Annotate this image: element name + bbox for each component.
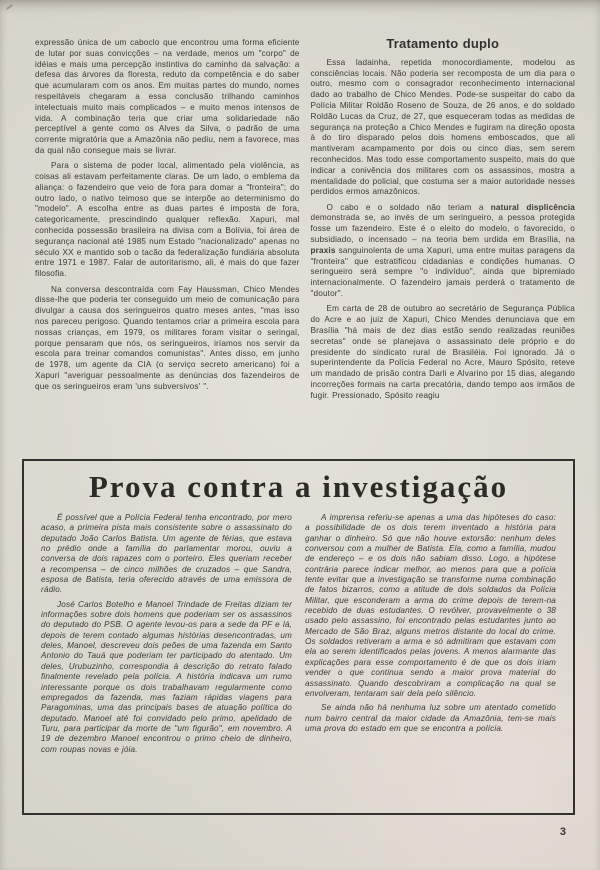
box-body [24,512,573,759]
article-right-column-text [311,58,576,402]
paragraph: Se ainda não há nenhuma luz sobre um atentado cometido num bairro central da maior cidade da Amazônia, tem-se mais uma prova do estado em que se encontra a polícia. [305,703,556,733]
paragraph: Essa ladainha, repetida monocordiamente, modelou as consciências locais. Não poderia ser recomposta de um dia para o outro, mesmo com o consagrador reconhecimento internacional dado ao trabalho de Chico Mendes. Pode-se suspeitar do cabo da Polícia Militar Roldão Roseno de Souza, de 26 anos, e do soldado Roldão Lucas da Cruz, de 27, que esqueceram todas as medidas de segurança na proteção a Chico Mendes e fugiram na direção oposta à do tiro disparado pelos dois homens emboscados, que ali mantiveram acampamento por dois ou cinco dias, sem serem reconhecidos. Mas todo esse comportamento suspeito, mais do que indicar a conivência dos militares com os assassinos, mostra a mentalidade do policial, que costuma ser a maior autoridade nesses perdidos ermos amazônicos. [310,57,575,197]
paragraph: José Carlos Botelho e Manoel Trindade de Freitas diziam ter informações sobre dois homens que poderiam ser os assassinos do deputado do PSB. O agente levou-os para a sede da PF e lá, depois de terem contado algumas histórias desencontradas, um deles, Manoel, descreveu dois peões de uma fazenda em Santo Antonio do Tauá que poderiam ter participado do atentado. Um deles, Urubuzinho, correspondia à descrição do retrato falado finalmente revelado pela polícia. A história indicava um rumo interessante porque os dois trabalhavam regularmente como empregados da fazenda, mas faziam rápidas viagens para Paragominas, uma das principais bases de atuação política do deputado. Manoel até foi convidado pelo primo, apelidado de Turu, para participar da morte de "um figurão", em novembro. A 19 de dezembro Manoel encontrou o primo cheio de dinheiro, com roupas novas e jóia. [41,599,292,754]
paragraph: A imprensa referiu-se apenas a uma das hipóteses do caso: a possibilidade de os dois terem inventado a história para ganhar o dinheiro. Só que não houve extorsão: nenhum deles conversou com a mulher de Batista. Ela, como a família, mudou de endereço – e os dois não sabiam disso. Logo, a hipótese contrária parece indicar melhor, ao menos para que a polícia tente evitar que a investigação se transforme numa combinação de fatos bizarros, como a atitude de dois soldados da Polícia Militar, que esconderam a arma do crime depois de terem-na recebido de duas estudantes. O revólver, provavelmente o 38 usado pelo assassino, foi encontrado pelas estudantes junto ao Mercado de São Braz, alguns metros distante do local do crime. Os soldados retiveram a arma e só admitiram que estavam com ela ao serem identificados pelas jovens. A menos alarmante das explicações para esse comportamento é de que os dois iriam vender o que continua sendo a maior prova material do assassinato. Quando descobriram a complicação na qual se envolveram, tentaram sair dela pelo silêncio. [305,513,556,698]
page-number: 3 [559,826,566,838]
boxed-sidebar-article [22,459,575,815]
paragraph: Na conversa descontraída com Fay Haussman, Chico Mendes disse-lhe que poderia ter conseguido um meio de comunicação para divulgar a causa dos seringueiros quatro meses antes, "mas isso nos pareceu perigoso. Quando tentamos criar a primeira escola para nossas crianças, em 1979, os militares foram visitar o seringal, porque pensaram que nós, os seringueiros, iríamos nos servir da escola para treinar comandos comunistas". Antes disso, em junho de 1978, um agente da CIA (o serviço secreto americano) foi a Xapuri "averiguar pessoalmente as denúncias dos fazendeiros de que os seringueiros eram 'uns subversivos' ". [35,284,300,391]
paragraph: Para o sistema de poder local, alimentado pela violência, as coisas ali estavam perfeitamente claras. De um lado, o emblema da aliança: o fazendeiro que veio de fora para domar a "fronteira"; do outro lado, o nativo teimoso que se interpõe ao determinismo do "modelo". A escolha entre as duas partes é imposta de fora, categoricamente, prescindindo qualquer reflexão. Xapuri, mal conhecida possessão brasileira na divisa com a Bolívia, foi área de segurança nacional até 1985 num Estado "nacionalizado" apenas no século XX e mantido sob o tacão da federalização fundiária absoluta entre 1971 e 1987. Falar de autoritarismo, ali, é mais do que fazer filosofia. [35,161,300,279]
box-title: Prova contra a investigação [88,469,509,504]
scan-speck [6,4,13,10]
paragraph: expressão única de um caboclo que encontrou uma forma eficiente de lutar por suas convicções – na verdade, menos um "corpo" de idéias e mais uma percepção instintiva do caminho da salvação: a defesa das árvores da floresta, reduto da competência e do saber que acumularam com os anos. Em muitas partes do mundo, nomes respeitáveis chegaram a essa conclusão trilhando caminhos intelectuais muito mais complicados – e muito menos intensos de vida. A combinação teria que criar uma solidariedade não perceptível a gente como os Alves da Silva, o padrão de uma corrente migratória que a Amazônia não pediu, nem a favorece, mas da qual não consegue mais se livrar. [35,38,300,155]
article-body [35,38,575,406]
paragraph: O cabo e o soldado não teriam a natural displicência demonstrada se, ao invés de um seringueiro, a pessoa protegida fosse um fazendeiro. Este é o eleito do modelo, o favorecido, o subsidiado, o incensado – na teoria bem urdida em Brasília, na praxis sanguinolenta de uma Xapuri, uma entre muitas paragens da "fronteira" que estratificou cidadanias e condições humanas. O seringueiro será sempre "o indivíduo", ainda que bipremiado internacionalmente. O fazendeiro jamais perderá o tratamento de "doutor". [310,202,575,299]
section-heading: Tratamento duplo [386,36,500,51]
paragraph: Em carta de 28 de outubro ao secretário de Segurança Pública do Acre e ao juiz de Xapuri, Chico Mendes denunciava que em Brasília "há mais de dez dias estão sendo realizadas reuniões secretas" onde se planejava o assassinato dele próprio e do presidente do sindicato rural de Brasiléia. Foi ignorado. Já o superintendente da Polícia Federal no Acre, Mauro Spósito, reteve um mandado de prisão contra Darli e Alvarino por 15 dias, alegando incorreções formais na carta precatória, dando tempo aos irmãos de fugir. Pressionado, Spósito reagiu [310,304,575,400]
article-right-column [311,38,576,406]
paragraph: É possível que a Polícia Federal tenha encontrado, por mero acaso, a primeira pista mais consistente sobre o assassinato do deputado João Carlos Batista. Um agente de férias, que estava no prédio onde a família do parlamentar morou, ouviu a conversa de dois rapazes com o porteiro. Eles queriam receber a recompensa – de cinco milhões de cruzados – que Sandra, esposa de Batista, teria oferecido através de uma emissora de rádio. [41,513,292,595]
article-left-column [35,38,300,406]
box-left-column [41,513,292,759]
box-right-column [305,513,556,759]
